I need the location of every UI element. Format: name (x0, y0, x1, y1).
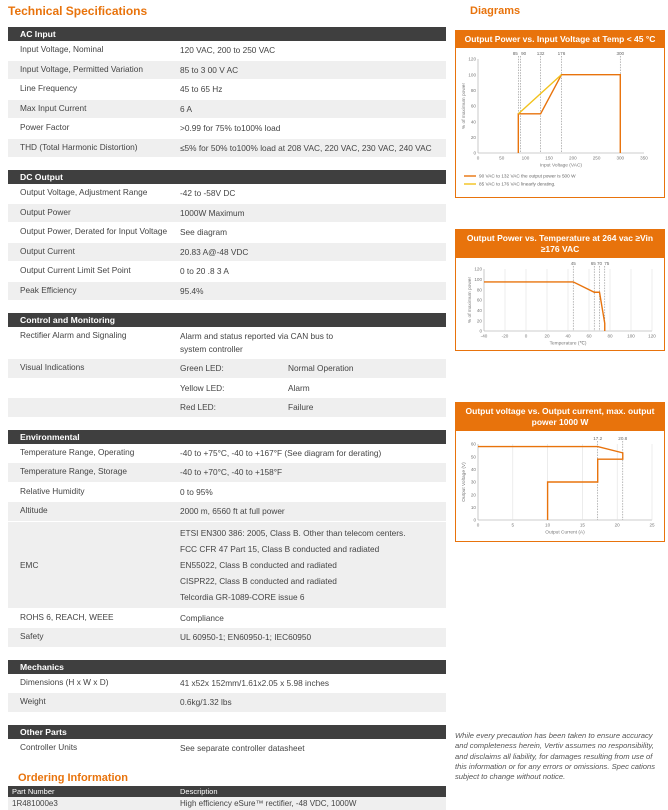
mechanics-header: Mechanics (8, 660, 446, 674)
table-row (8, 243, 446, 263)
y-tick-label: 40 (470, 119, 476, 125)
spec-value: 6 A (180, 103, 192, 114)
x-axis-label: Temperature (℃) (549, 341, 587, 347)
spec-key: ROHS 6, REACH, WEEE (20, 611, 114, 622)
other-parts-header: Other Parts (8, 725, 446, 739)
emc-line: Telcordia GR-1089-CORE issue 6 (180, 591, 305, 602)
spec-value: 45 to 65 Hz (180, 84, 223, 94)
table-row (8, 398, 446, 418)
y-axis-label: Output Voltage (V) (462, 462, 467, 502)
table-row (8, 100, 446, 120)
spec-key: Temperature Range, Storage (20, 466, 128, 476)
marker-label: 75 (604, 261, 610, 266)
spec-key: Safety (20, 631, 44, 641)
disclaimer-text: While every precaution has been taken to ensure accuracy and completeness herein, Vertiv assumes no responsibility, and disclaims all liability, for damages resulting from use of this information or for any errors or omissions. Spec cations subject to change without notice. (455, 731, 656, 782)
y-axis-label: % of maximum power (468, 276, 473, 324)
dc-output-header: DC Output (8, 170, 446, 184)
led-row (168, 398, 446, 417)
y-tick-label: 60 (470, 441, 476, 447)
x-tick-label: 5 (511, 522, 515, 528)
part-number: 1R481000e3 (12, 799, 58, 808)
ordering-header (8, 786, 446, 797)
x-tick-label: 0 (476, 522, 480, 528)
spec-value: -42 to -58V DC (180, 188, 236, 198)
legend-label-1: 90 VAC to 132 VAC the output power is 500 W (479, 173, 576, 179)
table-row (8, 502, 446, 522)
legend-label-2: 85 VAC to 176 VAC linearly derating. (479, 181, 556, 187)
led-meaning: Alarm (288, 382, 310, 393)
spec-value: 1000W Maximum (180, 207, 245, 218)
table-row (8, 359, 446, 379)
environmental-table-2 (8, 609, 446, 648)
y-tick-label: 40 (470, 466, 476, 472)
spec-value: -40 to +70°C, -40 to +158°F (180, 467, 283, 477)
y-tick-label: 20 (470, 492, 476, 498)
spec-value: UL 60950-1; EN60950-1; IEC60950 (180, 632, 312, 642)
emc-line: FCC CFR 47 Part 15, Class B conducted and radiated (180, 543, 380, 554)
spec-value: 0 to 20 .8 3 A (180, 266, 229, 276)
x-tick-label: -20 (501, 333, 509, 339)
marker-label: 132 (536, 51, 545, 56)
chart-title: Output Power vs. Temperature at 264 vac ≥Vin ≥176 VAC (456, 230, 664, 258)
y-tick-label: 100 (468, 72, 476, 78)
led-meaning: Failure (288, 402, 314, 412)
x-tick-label: 100 (521, 155, 530, 161)
spec-key: Temperature Range, Operating (20, 446, 135, 457)
spec-value: ≤5% for 50% to100% load at 208 VAC, 220 VAC, 230 VAC, 240 VAC (180, 142, 432, 153)
table-row (8, 379, 446, 399)
spec-key: Controller Units (20, 741, 78, 752)
spec-value: -40 to +75°C, -40 to +167°F (See diagram for derating) (180, 447, 382, 458)
marker-label: 20.8 (618, 436, 628, 441)
spec-key: Output Voltage, Adjustment Range (20, 187, 148, 197)
x-tick-label: 15 (579, 522, 585, 528)
spec-key: Max Input Current (20, 102, 87, 113)
table-row (8, 80, 446, 100)
x-tick-label: 150 (545, 155, 553, 161)
spec-key: Output Power, Derated for Input Voltage (20, 226, 168, 236)
led-row (168, 359, 446, 378)
emc-line: CISPR22, Class B conducted and radiated (180, 575, 337, 586)
chart-power-vs-voltage (455, 30, 665, 198)
spec-value: 20.83 A@-48 VDC (180, 246, 249, 257)
table-row (8, 444, 446, 464)
y-tick-label: 30 (470, 479, 476, 485)
x-tick-label: 200 (569, 155, 577, 161)
marker-label: 85 (512, 51, 518, 56)
diagrams-title: Diagrams (470, 5, 521, 17)
spec-value: Alarm and status reported via CAN bus to system controller (180, 331, 334, 354)
led-label: Yellow LED: (180, 382, 225, 393)
led-label: Green LED: (180, 363, 224, 373)
y-tick-label: 120 (474, 266, 482, 272)
y-tick-label: 80 (476, 287, 482, 293)
table-row (8, 522, 446, 609)
spec-value: >0.99 for 75% to100% load (180, 123, 281, 133)
spec-key: Relative Humidity (20, 485, 85, 496)
spec-value: See separate controller datasheet (180, 742, 305, 753)
chart-title: Output Power vs. Input Voltage at Temp < 45 °C (456, 31, 664, 48)
spec-key: Output Current Limit Set Point (20, 265, 131, 275)
series-line-1 (478, 447, 623, 520)
table-row (8, 674, 446, 694)
x-tick-label: 0 (524, 333, 528, 339)
spec-key: Output Current (20, 245, 75, 256)
spec-key: Rectifier Alarm and Signaling (20, 330, 127, 340)
page-title: Technical Specifications (8, 4, 148, 18)
ordering-title: Ordering Information (18, 772, 128, 784)
part-description: High efficiency eSure™ rectifier, -48 VDC, 1000W (180, 799, 357, 808)
chart-title: Output voltage vs. Output current, max. output power 1000 W (456, 403, 664, 431)
chart-svg-power-vs-temperature (456, 258, 664, 350)
x-tick-label: 10 (545, 522, 551, 528)
led-row (168, 379, 446, 398)
x-tick-label: 60 (586, 333, 592, 339)
y-tick-label: 0 (479, 328, 482, 334)
led-meaning: Normal Operation (288, 363, 354, 373)
marker-label: 17.2 (593, 436, 603, 441)
chart-voltage-vs-current (455, 402, 665, 542)
table-row (8, 204, 446, 224)
marker-label: 90 (521, 51, 527, 56)
spec-key: Dimensions (H x W x D) (20, 676, 109, 687)
spec-key: Visual Indications (20, 362, 85, 372)
spec-value: 41 x52x 152mm/1.61x2.05 x 5.98 inches (180, 677, 329, 688)
marker-label: 70 (596, 261, 603, 266)
x-axis-label: Input Voltage (VAC) (539, 163, 583, 169)
marker-label: 176 (557, 51, 566, 56)
x-tick-label: 300 (616, 155, 625, 161)
diagrams-column (455, 0, 665, 536)
y-tick-label: 20 (470, 134, 476, 140)
specifications-column (8, 0, 446, 810)
part-number-column: Part Number (12, 787, 55, 796)
spec-key: Line Frequency (20, 83, 78, 93)
y-tick-label: 20 (476, 318, 482, 324)
y-tick-label: 120 (468, 56, 476, 62)
spec-value: 85 to 3 00 V AC (180, 64, 239, 75)
spec-key: Input Voltage, Permitted Variation (20, 63, 143, 74)
series-line-2 (518, 75, 561, 114)
dc-output-table (8, 184, 446, 301)
y-tick-label: 50 (470, 454, 476, 460)
y-tick-label: 60 (476, 297, 482, 303)
spec-value: 0 to 95% (180, 486, 213, 497)
x-tick-label: 100 (627, 333, 635, 339)
y-tick-label: 40 (476, 307, 482, 313)
x-tick-label: 25 (649, 522, 655, 528)
emc-values (168, 522, 446, 608)
x-tick-label: 350 (640, 155, 648, 161)
spec-value: 120 VAC, 200 to 250 VAC (180, 45, 276, 55)
x-tick-label: 40 (565, 333, 571, 339)
y-tick-label: 60 (470, 103, 476, 109)
spec-key: Output Power (20, 206, 71, 217)
x-tick-label: 120 (648, 333, 656, 339)
marker-label: 65 (590, 261, 596, 266)
table-row (8, 282, 446, 302)
chart-svg-power-vs-voltage (456, 48, 664, 197)
spec-value: 95.4% (180, 285, 204, 296)
y-tick-label: 0 (473, 517, 476, 523)
spec-key: Altitude (20, 505, 48, 515)
led-label: Red LED: (180, 402, 216, 412)
x-tick-label: -40 (480, 333, 488, 339)
control-table (8, 327, 446, 418)
x-tick-label: 20 (544, 333, 550, 339)
table-row (8, 327, 446, 359)
x-tick-label: 20 (614, 522, 620, 528)
marker-label: 45 (570, 261, 576, 266)
mechanics-table (8, 674, 446, 713)
table-row (8, 463, 446, 483)
table-row (8, 223, 446, 243)
series-line-1 (484, 282, 605, 331)
environmental-header: Environmental (8, 430, 446, 444)
other-parts-table (8, 739, 446, 759)
x-tick-label: 0 (476, 155, 480, 161)
table-row (8, 483, 446, 503)
chart-power-vs-temperature (455, 229, 665, 351)
table-row (8, 139, 446, 159)
spec-key: EMC (20, 559, 39, 570)
x-tick-label: 80 (607, 333, 613, 339)
x-axis-label: Output Current (A) (545, 530, 585, 536)
table-row (8, 628, 446, 648)
table-row (8, 739, 446, 759)
ordering-row (8, 797, 446, 810)
table-row (8, 184, 446, 204)
table-row (8, 693, 446, 713)
spec-value: 2000 m, 6560 ft at full power (180, 506, 285, 516)
table-row (8, 61, 446, 81)
environmental-table (8, 444, 446, 522)
ac-input-header: AC Input (8, 27, 446, 41)
table-row (8, 41, 446, 61)
table-row (8, 262, 446, 282)
ac-input-table (8, 41, 446, 158)
spec-key: Weight (20, 696, 46, 706)
y-axis-label: % of maximum power (462, 82, 467, 130)
y-tick-label: 10 (470, 504, 476, 510)
spec-key: Input Voltage, Nominal (20, 44, 104, 54)
x-tick-label: 250 (592, 155, 601, 161)
spec-value: 0.6kg/1.32 lbs (180, 697, 232, 707)
y-tick-label: 100 (474, 276, 482, 282)
spec-value: See diagram (180, 227, 228, 237)
emc-line: ETSI EN300 386: 2005, Class B. Other than telecom centers. (180, 527, 406, 538)
marker-label: 300 (616, 51, 625, 56)
table-row (8, 119, 446, 139)
chart-svg-voltage-vs-current (456, 431, 664, 541)
y-tick-label: 80 (470, 87, 476, 93)
table-row (8, 609, 446, 629)
control-header: Control and Monitoring (8, 313, 446, 327)
spec-key: Peak Efficiency (20, 284, 77, 295)
description-column: Description (180, 787, 218, 796)
spec-value: Compliance (180, 612, 224, 623)
spec-key: Power Factor (20, 122, 70, 132)
x-tick-label: 50 (499, 155, 505, 161)
emc-line: EN55022, Class B conducted and radiated (180, 559, 337, 570)
series-line-1 (518, 75, 620, 153)
spec-key: THD (Total Harmonic Distortion) (20, 141, 138, 152)
y-tick-label: 0 (473, 150, 476, 156)
